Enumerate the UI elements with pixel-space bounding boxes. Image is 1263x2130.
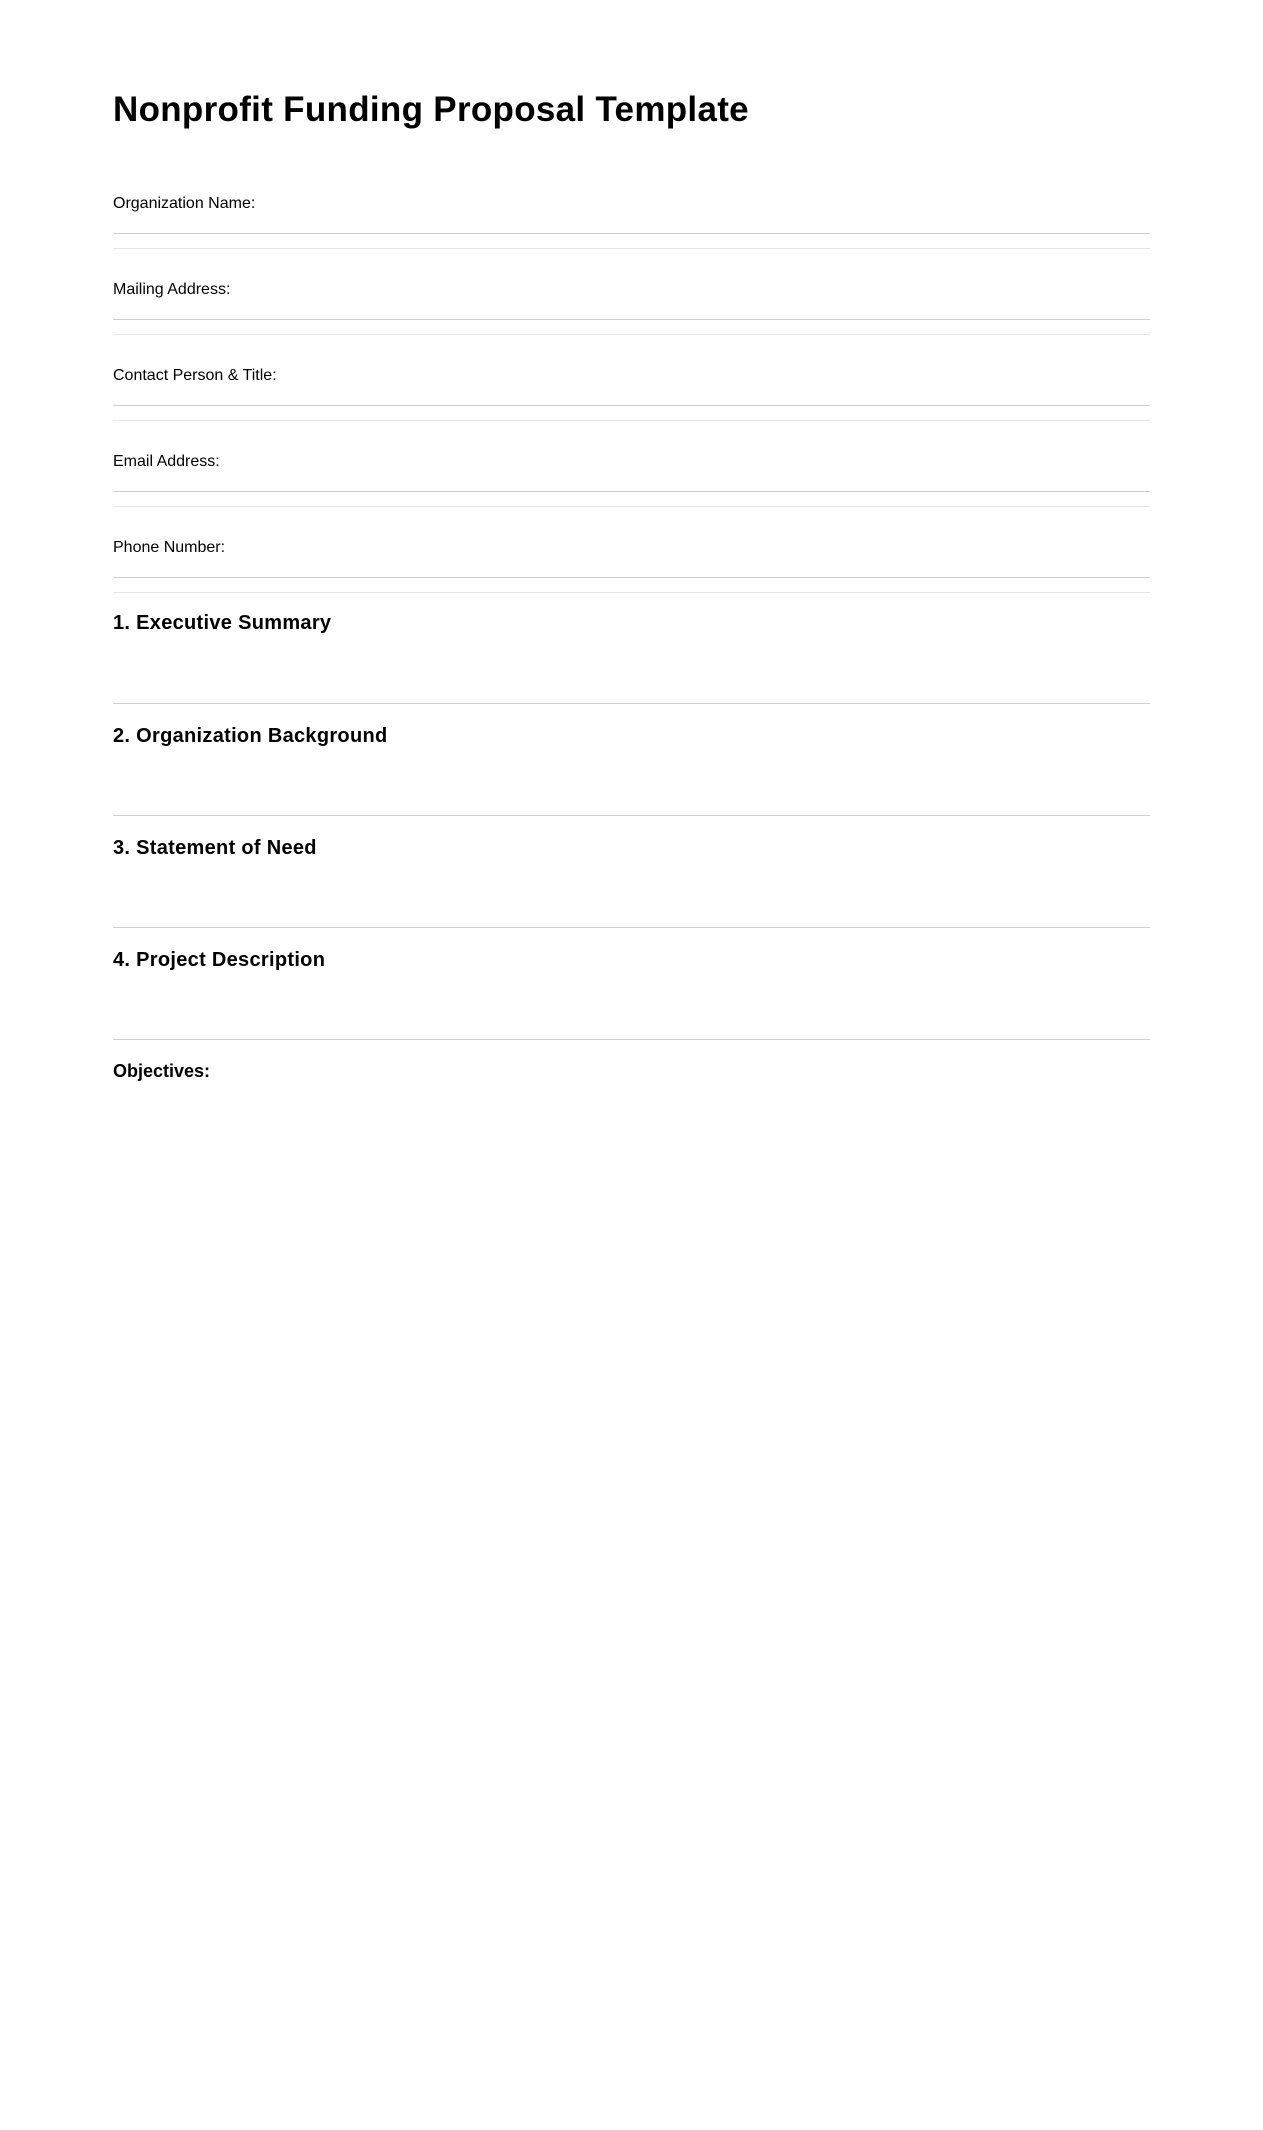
organization-background-section[interactable] [113,704,1150,816]
field-label: Organization Name: [113,195,256,212]
field-label: Contact Person & Title: [113,367,277,384]
contact-person-input[interactable] [113,386,1150,406]
contact-person-field [113,366,1150,422]
section-heading: 3. Statement of Need [113,837,317,859]
divider [113,506,1150,507]
section-heading: 2. Organization Background [113,725,388,747]
phone-number-field [113,538,1150,594]
organization-name-input[interactable] [113,214,1150,234]
section-heading: 1. Executive Summary [113,612,332,634]
objectives-label: Objectives: [113,1061,211,1081]
field-label: Phone Number: [113,539,226,556]
divider [113,334,1150,335]
contact-fields [113,194,1150,624]
executive-summary-section[interactable] [113,594,1150,704]
page-title: Nonprofit Funding Proposal Template [113,90,749,129]
section-heading: 4. Project Description [113,949,326,971]
divider [113,248,1150,249]
proposal-sections [113,594,1150,1082]
mailing-address-input[interactable] [113,300,1150,320]
project-description-section[interactable] [113,928,1150,1040]
email-address-field [113,452,1150,508]
field-label: Email Address: [113,453,220,470]
mailing-address-field [113,280,1150,336]
divider [113,592,1150,593]
divider [113,420,1150,421]
phone-number-input[interactable] [113,558,1150,578]
statement-of-need-section[interactable] [113,816,1150,928]
field-label: Mailing Address: [113,281,231,298]
email-address-input[interactable] [113,472,1150,492]
organization-name-field [113,194,1150,250]
